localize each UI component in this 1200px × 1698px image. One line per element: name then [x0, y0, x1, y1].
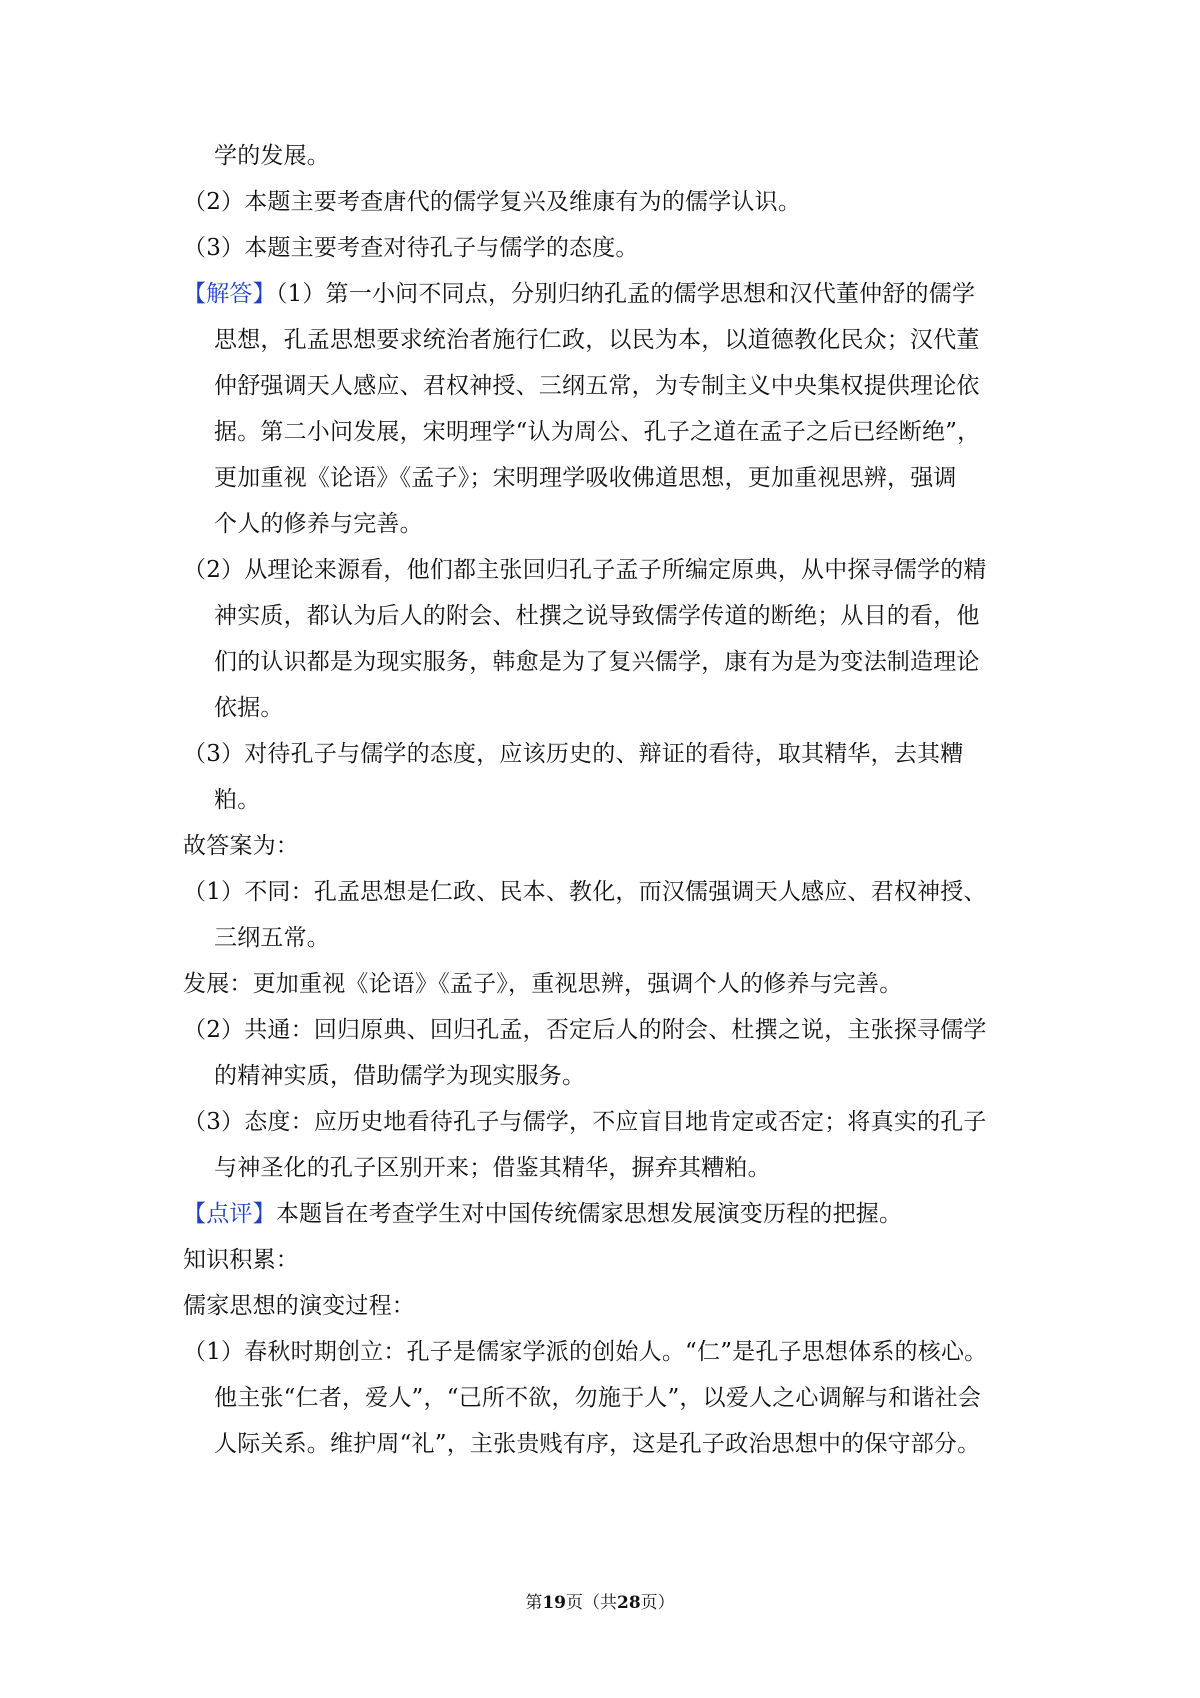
text-line: （3）本题主要考查对待孔子与儒学的态度。 — [183, 235, 639, 261]
comment-text: 本题旨在考查学生对中国传统儒家思想发展演变历程的把握。 — [275, 1201, 903, 1227]
answer-tag: 【解答】 — [183, 281, 276, 307]
text-line: 个人的修养与完善。 — [214, 511, 423, 537]
text-line: （3）态度：应历史地看待孔子与儒学，不应盲目地肯定或否定；将真实的孔子 — [183, 1109, 987, 1135]
text-line: 与神圣化的孔子区别开来；借鉴其精华，摒弃其糟粕。 — [214, 1155, 771, 1181]
footer-middle: 页（共 — [566, 1593, 617, 1613]
text-line: 故答案为： — [183, 833, 299, 859]
comment-tag: 【点评】 — [183, 1201, 276, 1227]
text-line: （1）不同：孔孟思想是仁政、民本、教化，而汉儒强调天人感应、君权神授、 — [183, 879, 987, 905]
text-line: （2）本题主要考查唐代的儒学复兴及维康有为的儒学认识。 — [183, 189, 802, 215]
page-number: 19 — [542, 1593, 566, 1613]
text-line: （3）对待孔子与儒学的态度，应该历史的、辩证的看待，取其精华，去其糟 — [183, 741, 964, 767]
text-line: 们的认识都是为现实服务，韩愈是为了复兴儒学，康有为是为变法制造理论 — [214, 649, 980, 675]
text-line: 发展：更加重视《论语》《孟子》，重视思辨，强调个人的修养与完善。 — [183, 971, 903, 997]
text-line: 据。第二小问发展，宋明理学“认为周公、孔子之道在孟子之后已经断绝”， — [214, 419, 981, 445]
comment-paragraph-line — [183, 1197, 902, 1231]
footer-prefix: 第 — [525, 1593, 543, 1613]
text-line: 学的发展。 — [214, 143, 330, 169]
text-line: 仲舒强调天人感应、君权神授、三纲五常，为专制主义中央集权提供理论依 — [214, 373, 980, 399]
text-line: 更加重视《论语》《孟子》；宋明理学吸收佛道思想，更加重视思辨，强调 — [214, 465, 957, 491]
page-footer — [0, 1591, 1200, 1615]
text-line: 他主张“仁者，爱人”，“己所不欲，勿施于人”，以爱人之心调解与和谐社会 — [214, 1385, 982, 1411]
total-pages: 28 — [617, 1593, 641, 1613]
text-line: （2）共通：回归原典、回归孔孟，否定后人的附会、杜撰之说，主张探寻儒学 — [183, 1017, 987, 1043]
answer-text: （1）第一小问不同点，分别归纳孔孟的儒学思想和汉代董仲舒的儒学 — [275, 281, 976, 307]
text-line: 思想，孔孟思想要求统治者施行仁政，以民为本，以道德教化民众；汉代董 — [214, 327, 980, 353]
footer-suffix: 页） — [640, 1593, 675, 1613]
answer-paragraph-line — [183, 277, 975, 311]
text-line: 依据。 — [214, 695, 284, 721]
text-line: 三纲五常。 — [214, 925, 330, 951]
text-line: 儒家思想的演变过程： — [183, 1293, 415, 1319]
text-line: 神实质，都认为后人的附会、杜撰之说导致儒学传道的断绝；从目的看，他 — [214, 603, 980, 629]
text-line: 知识积累： — [183, 1247, 299, 1273]
text-line: 的精神实质，借助儒学为现实服务。 — [214, 1063, 586, 1089]
text-line: 人际关系。维护周“礼”，主张贵贱有序，这是孔子政治思想中的保守部分。 — [214, 1431, 981, 1457]
text-line: （2）从理论来源看，他们都主张回归孔子孟子所编定原典，从中探寻儒学的精 — [183, 557, 987, 583]
text-line: （1）春秋时期创立：孔子是儒家学派的创始人。“仁”是孔子思想体系的核心。 — [183, 1339, 988, 1365]
text-line: 粕。 — [214, 787, 261, 813]
